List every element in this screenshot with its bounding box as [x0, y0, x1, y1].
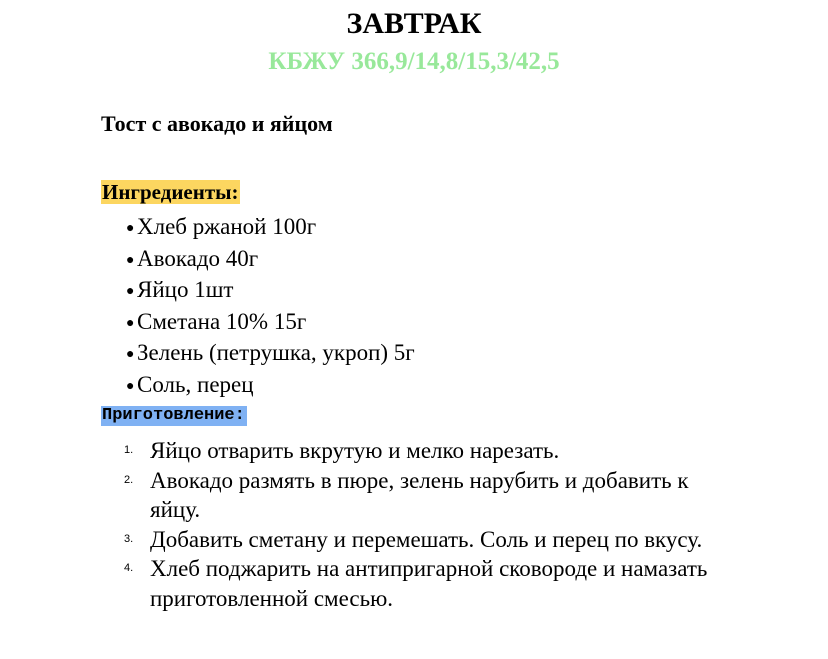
bullet-icon: ●	[126, 252, 135, 268]
dish-name: Тост с авокадо и яйцом	[101, 111, 333, 136]
list-item: ● Сметана 10% 15г	[126, 307, 415, 339]
bullet-icon: ●	[126, 315, 135, 331]
step-number: 2.	[124, 473, 134, 486]
page-title: ЗАВТРАК	[346, 7, 482, 40]
bullet-icon: ●	[126, 221, 135, 236]
bullet-icon: ●	[126, 284, 135, 299]
list-item: ● Хлеб ржаной 100г	[126, 212, 415, 244]
ingredients-heading: Ингредиенты:	[102, 180, 239, 204]
step-item: 2. Авокадо размять в пюре, зелень нарубить и добавить к яйцу.	[124, 467, 689, 522]
list-item: ● Зелень (петрушка, укроп) 5г	[126, 338, 415, 370]
ingredients-list	[126, 212, 415, 401]
step-number: 1.	[124, 444, 134, 456]
step-number: 4.	[124, 562, 134, 574]
step-item: 4. Хлеб поджарить на антипригарной сковороде и намазать приготовленной смесью.	[124, 556, 708, 611]
list-item: ● Яйцо 1шт	[126, 275, 415, 307]
bullet-icon: ●	[126, 378, 135, 394]
preparation-steps	[124, 436, 744, 613]
list-item: ● Авокадо 40г	[126, 244, 415, 276]
bullet-icon: ●	[126, 347, 135, 362]
preparation-heading: Приготовление:	[102, 406, 245, 425]
list-item: ● Соль, перец	[126, 370, 415, 402]
nutrition-summary: КБЖУ 366,9/14,8/15,3/42,5	[268, 48, 560, 75]
step-item: 1. Яйцо отварить вкрутую и мелко нарезать.	[124, 436, 744, 466]
step-item: 3. Добавить сметану и перемешать. Соль и перец по вкусу.	[124, 525, 744, 555]
step-number: 3.	[124, 532, 134, 545]
